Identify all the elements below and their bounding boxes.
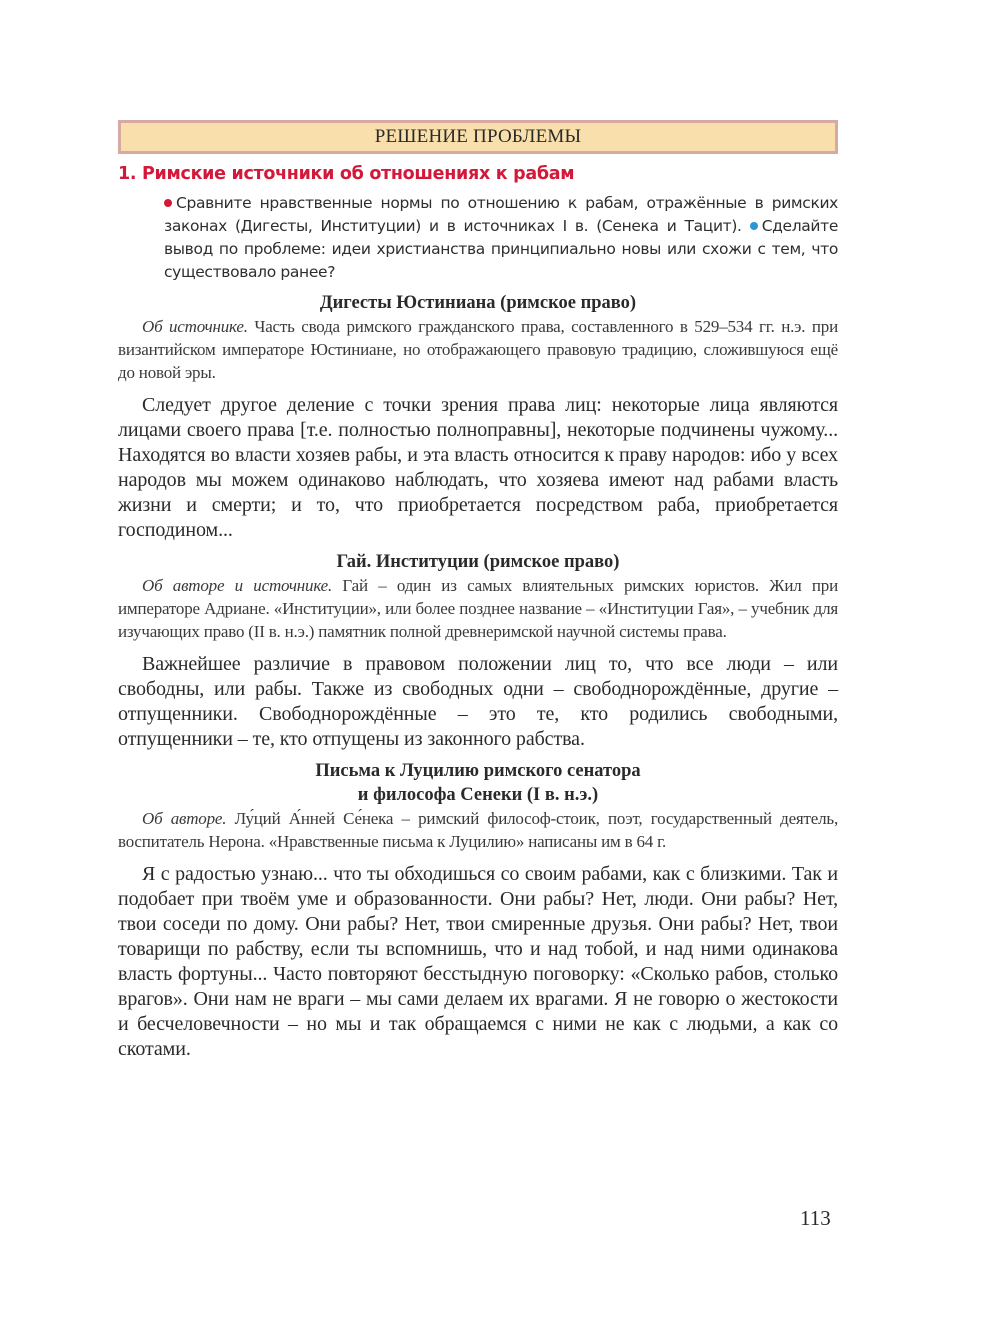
about-text: Часть свода римского гражданского права, составленного в 529–534 гг. н.э. при византийском императоре Юстиниане, но отображающего правовую традицию, сложившуюся ещё до новой эры. bbox=[118, 317, 838, 382]
source-title-digests: Дигесты Юстиниана (римское право) bbox=[319, 293, 637, 313]
source-about-gaius bbox=[118, 574, 838, 643]
section-title: 1. Римские источники об отношениях к рабам bbox=[118, 164, 575, 184]
red-bullet-icon bbox=[164, 199, 172, 207]
source-quote-digests: Следует другое деление с точки зрения права лиц: некоторые лица являются лицами своего права [т.е. полностью полноправны], некоторые подчинены чужому... Находятся во власти хозяев рабы, и эта власть относится к праву народов: ибо у всех народов мы можем одинаково наблюдать, что хозяева имеют над рабами власть жизни и смерти; и то, что приобретается посредством раба, приобретается господином... bbox=[118, 394, 838, 541]
source-quote-seneca: Я с радостью узнаю... что ты обходишься со своим рабами, как с близкими. Так и подобает при твоём уме и образованности. Они рабы? Нет, люди. Они рабы? Нет, твои соседи по дому. Они рабы? Нет, твои смиренные друзья. Они рабы? Нет, твои товарищи по рабству, если ты вспомнишь, что и над тобой, и над ними одинакова власть фортуны... Часто повторяют бесстыдную поговорку: «Сколько рабов, столько врагов». Они нам не враги – мы сами делаем их врагами. Я не говорю о жестокости и бесчеловечности – но мы и так обращаемся с ними не как с людьми, а как со скотами. bbox=[118, 863, 838, 1060]
source-about-seneca bbox=[118, 807, 838, 853]
blue-bullet-icon bbox=[750, 222, 758, 230]
task-2: Сделайте вывод по проблеме: идеи христианства принципиально новы или схожи с тем, что существовало ранее? bbox=[164, 217, 839, 281]
source-about-digests bbox=[118, 315, 838, 384]
about-label: Об источнике. bbox=[142, 317, 248, 336]
textbook-page bbox=[118, 120, 838, 1062]
task-1: Сравните нравственные нормы по отношению к рабам, отражённые в римских законах (Дигесты, Институции) и в источниках I в. (Сенека и Тацит). bbox=[164, 194, 838, 235]
title-line-2: и философа Сенеки (I в. н.э.) bbox=[357, 785, 599, 805]
banner-label: РЕШЕНИЕ ПРОБЛЕМЫ bbox=[374, 126, 582, 147]
source-title-gaius: Гай. Институции (римское право) bbox=[336, 552, 620, 572]
about-text: Лу́ций А́нней Се́нека – римский философ-стоик, поэт, государственный деятель, воспитатель Нерона. «Нравственные письма к Луцилию» написаны им в 64 г. bbox=[118, 809, 838, 851]
about-label: Об авторе и источнике. bbox=[142, 576, 333, 595]
problem-solving-banner bbox=[118, 120, 838, 154]
source-title-seneca bbox=[118, 759, 838, 807]
page-number: 113 bbox=[800, 1206, 831, 1230]
about-text: Гай – один из самых влиятельных римских юристов. Жил при императоре Адриане. «Институции», или более позднее название – «Институции Гая», – учебник для изучающих право (II в. н.э.) памятник полной древнеримской научной системы права. bbox=[118, 576, 838, 641]
source-quote-gaius: Важнейшее различие в правовом положении лиц то, что все люди – или свободны, или рабы. Также из свободных одни – свободнорождённые, другие – отпущенники. Свободнорождённые – это те, кто родились свободными, отпущенники – те, кто отпущены из законного рабства. bbox=[118, 653, 838, 750]
about-label: Об авторе. bbox=[142, 809, 227, 828]
task-block bbox=[164, 192, 838, 284]
title-line-1: Письма к Луцилию римского сенатора bbox=[315, 761, 641, 781]
